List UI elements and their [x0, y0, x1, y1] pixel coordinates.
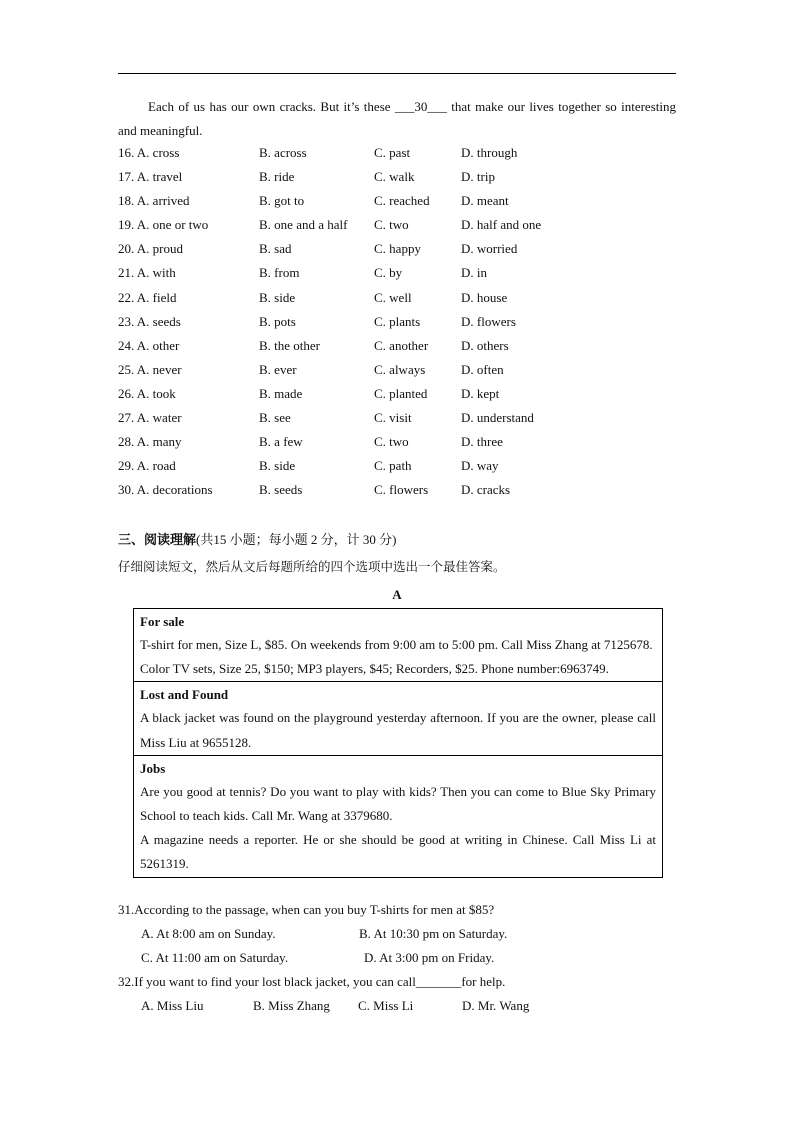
blank-30: ___30___: [394, 99, 447, 114]
option-d: D. trip: [461, 169, 495, 185]
option-b: B. side: [259, 289, 296, 305]
question-32-option-a: A. Miss Liu: [141, 998, 204, 1013]
ad-text: A black jacket was found on the playground yesterday afternoon. If you are the owner, please call Miss Liu at 9655128.: [140, 710, 656, 750]
option-d: D. flowers: [461, 313, 516, 329]
ad-text: Are you good at tennis? Do you want to play with kids? Then you can come to Blue Sky Primary School to teach kids. Call Mr. Wang at 3379680.: [140, 783, 656, 824]
option-a: 29. A. road: [118, 458, 176, 474]
option-a: 21. A. with: [118, 265, 176, 281]
cloze-option-row: [118, 286, 678, 310]
option-b: B. across: [259, 145, 307, 160]
option-d: D. worried: [461, 241, 518, 257]
option-a: 30. A. decorations: [118, 482, 213, 498]
ads-table: [133, 608, 663, 878]
option-a: 16. A. cross: [118, 145, 180, 160]
option-b: B. ride: [259, 169, 295, 185]
option-b: B. made: [259, 385, 303, 401]
option-b: B. seeds: [259, 482, 303, 498]
question-31-stem: 31.According to the passage, when can you buy T-shirts for men at $85?: [118, 902, 495, 917]
paragraph-text-before: Each of us has our own cracks. But it’s these: [148, 99, 395, 114]
option-a: 22. A. field: [118, 289, 177, 305]
cloze-option-row: [118, 189, 678, 213]
section-title-rest: (共15 小题；每小题 2 分，计 30 分): [196, 532, 397, 547]
cloze-option-row: [118, 213, 678, 237]
paragraph-text-after: that make our lives together so interesting and meaningful.: [118, 99, 676, 138]
ad-heading: Jobs: [140, 760, 166, 776]
ad-text: Color TV sets, Size 25, $150; MP3 players, $45; Recorders, $25. Phone number:6963749.: [140, 661, 609, 677]
option-d: D. house: [461, 289, 508, 305]
option-d: D. others: [461, 337, 509, 353]
option-b: B. see: [259, 410, 291, 426]
cloze-option-row: [118, 334, 678, 358]
cloze-option-row: [118, 165, 678, 189]
option-c: C. planted: [374, 385, 428, 401]
option-d: D. often: [461, 361, 504, 377]
option-d: D. three: [461, 434, 503, 450]
option-d: D. kept: [461, 385, 500, 401]
option-c: C. flowers: [374, 482, 429, 498]
question-32-option-c: C. Miss Li: [358, 998, 414, 1013]
option-b: B. got to: [259, 193, 305, 209]
cloze-option-row: [118, 141, 678, 165]
option-d: D. in: [461, 265, 487, 281]
cloze-options-list: [118, 141, 678, 502]
option-a: 26. A. took: [118, 385, 176, 401]
cloze-option-row: [118, 382, 678, 406]
question-31-option-b: B. At 10:30 pm on Saturday.: [359, 926, 508, 941]
cloze-option-row: [118, 454, 678, 478]
ad-section-jobs: [134, 755, 662, 877]
option-a: 17. A. travel: [118, 169, 183, 185]
option-b: B. the other: [259, 337, 321, 353]
passage-label: A: [392, 587, 402, 602]
section-instruction: 仔细阅读短文，然后从文后每题所给的四个选项中选出一个最佳答案。: [118, 559, 506, 574]
option-b: B. pots: [259, 313, 296, 329]
cloze-option-row: [118, 310, 678, 334]
ad-text: T-shirt for men, Size L, $85. On weekends from 9:00 am to 5:00 pm. Call Miss Zhang at 7125678.: [140, 637, 653, 652]
option-c: C. path: [374, 458, 412, 474]
option-d: D. through: [461, 145, 518, 160]
question-32-option-b: B. Miss Zhang: [253, 998, 330, 1013]
cloze-option-row: [118, 237, 678, 261]
ad-section-lost-found: [134, 681, 662, 754]
option-c: C. two: [374, 217, 409, 233]
option-a: 25. A. never: [118, 361, 182, 377]
option-b: B. a few: [259, 434, 303, 450]
option-a: 28. A. many: [118, 434, 182, 450]
option-d: D. half and one: [461, 217, 542, 233]
question-31-option-d: D. At 3:00 pm on Friday.: [364, 950, 495, 965]
ad-section-for-sale: [134, 609, 662, 681]
option-d: D. cracks: [461, 482, 511, 498]
question-31-option-a: A. At 8:00 am on Sunday.: [141, 926, 276, 941]
option-b: B. one and a half: [259, 217, 348, 233]
section-title-bold: 三、阅读理解: [118, 533, 197, 548]
header-rule: [118, 73, 676, 74]
option-c: C. always: [374, 361, 426, 377]
option-a: 19. A. one or two: [118, 217, 209, 233]
option-c: C. two: [374, 434, 409, 450]
ad-heading: For sale: [140, 614, 185, 629]
option-a: 27. A. water: [118, 410, 182, 426]
cloze-option-row: [118, 261, 678, 285]
ad-heading: Lost and Found: [140, 687, 229, 703]
option-a: 24. A. other: [118, 337, 180, 353]
ad-text: A magazine needs a reporter. He or she should be good at writing in Chinese. Call Miss Li at 5261319.: [140, 832, 656, 872]
option-a: 20. A. proud: [118, 241, 183, 257]
option-c: C. walk: [374, 169, 415, 185]
cloze-option-row: [118, 430, 678, 454]
option-c: C. another: [374, 337, 429, 353]
question-31-option-c: C. At 11:00 am on Saturday.: [141, 950, 289, 965]
option-c: C. well: [374, 289, 412, 305]
cloze-option-row: [118, 358, 678, 382]
option-c: C. past: [374, 145, 411, 160]
option-c: C. plants: [374, 313, 421, 329]
option-b: B. side: [259, 458, 296, 474]
option-a: 18. A. arrived: [118, 193, 190, 209]
option-c: C. reached: [374, 193, 430, 209]
passage-closing-paragraph: [118, 95, 676, 143]
option-c: C. by: [374, 265, 403, 281]
option-b: B. from: [259, 265, 300, 281]
option-c: C. happy: [374, 241, 421, 257]
section-title: [118, 529, 396, 552]
option-c: C. visit: [374, 410, 412, 426]
option-d: D. way: [461, 458, 499, 474]
option-d: D. meant: [461, 193, 509, 209]
cloze-option-row: [118, 406, 678, 430]
option-a: 23. A. seeds: [118, 313, 181, 329]
option-b: B. ever: [259, 361, 297, 377]
question-32-stem: 32.If you want to find your lost black jacket, you can call_______for help.: [118, 974, 506, 989]
option-d: D. understand: [461, 410, 534, 426]
question-32-option-d: D. Mr. Wang: [462, 998, 530, 1013]
option-b: B. sad: [259, 241, 292, 257]
cloze-option-row: [118, 478, 678, 502]
